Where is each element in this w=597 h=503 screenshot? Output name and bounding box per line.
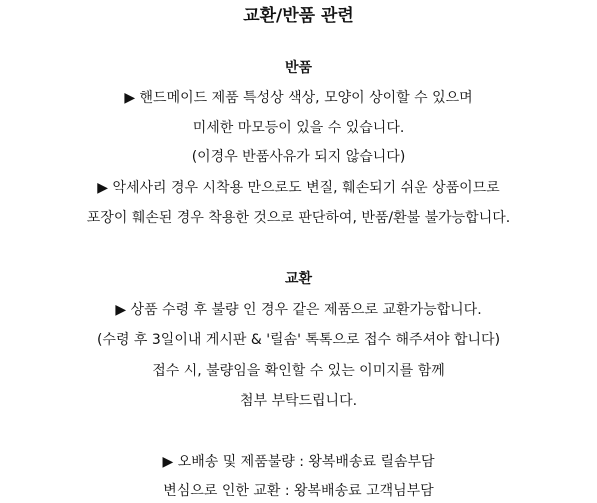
return-line-2: 미세한 마모등이 있을 수 있습니다. [192,120,405,136]
exchange-line-2: (수령 후 3일이내 게시판 & '릴솜' 톡톡으로 접수 해주셔야 합니다) [96,332,501,348]
exchange-heading: 교환 [284,271,313,287]
page-title: 교환/반품 관련 [243,6,354,26]
exchange-line-3: 접수 시, 불량임을 확인할 수 있는 이미지를 함께 [152,363,445,379]
return-line-4: ▶ 악세사리 경우 시착용 만으로도 변질, 훼손되기 쉬운 상품이므로 [97,180,500,196]
shipping-line-1: ▶ 오배송 및 제품불량 : 왕복배송료 릴솜부담 [162,454,435,470]
return-line-5: 포장이 훼손된 경우 착용한 것으로 판단하여, 반품/환불 불가능합니다. [86,210,511,226]
return-line-3: (이경우 반품사유가 되지 않습니다) [191,149,406,165]
exchange-line-1: ▶ 상품 수령 후 불량 인 경우 같은 제품으로 교환가능합니다. [115,302,482,318]
exchange-line-4: 첨부 부탁드립니다. [239,393,358,409]
return-line-1: ▶ 핸드메이드 제품 특성상 색상, 모양이 상이할 수 있으며 [124,90,473,106]
return-heading: 반품 [284,60,313,76]
shipping-line-2: 변심으로 인한 교환 : 왕복배송료 고객님부담 [163,483,434,499]
